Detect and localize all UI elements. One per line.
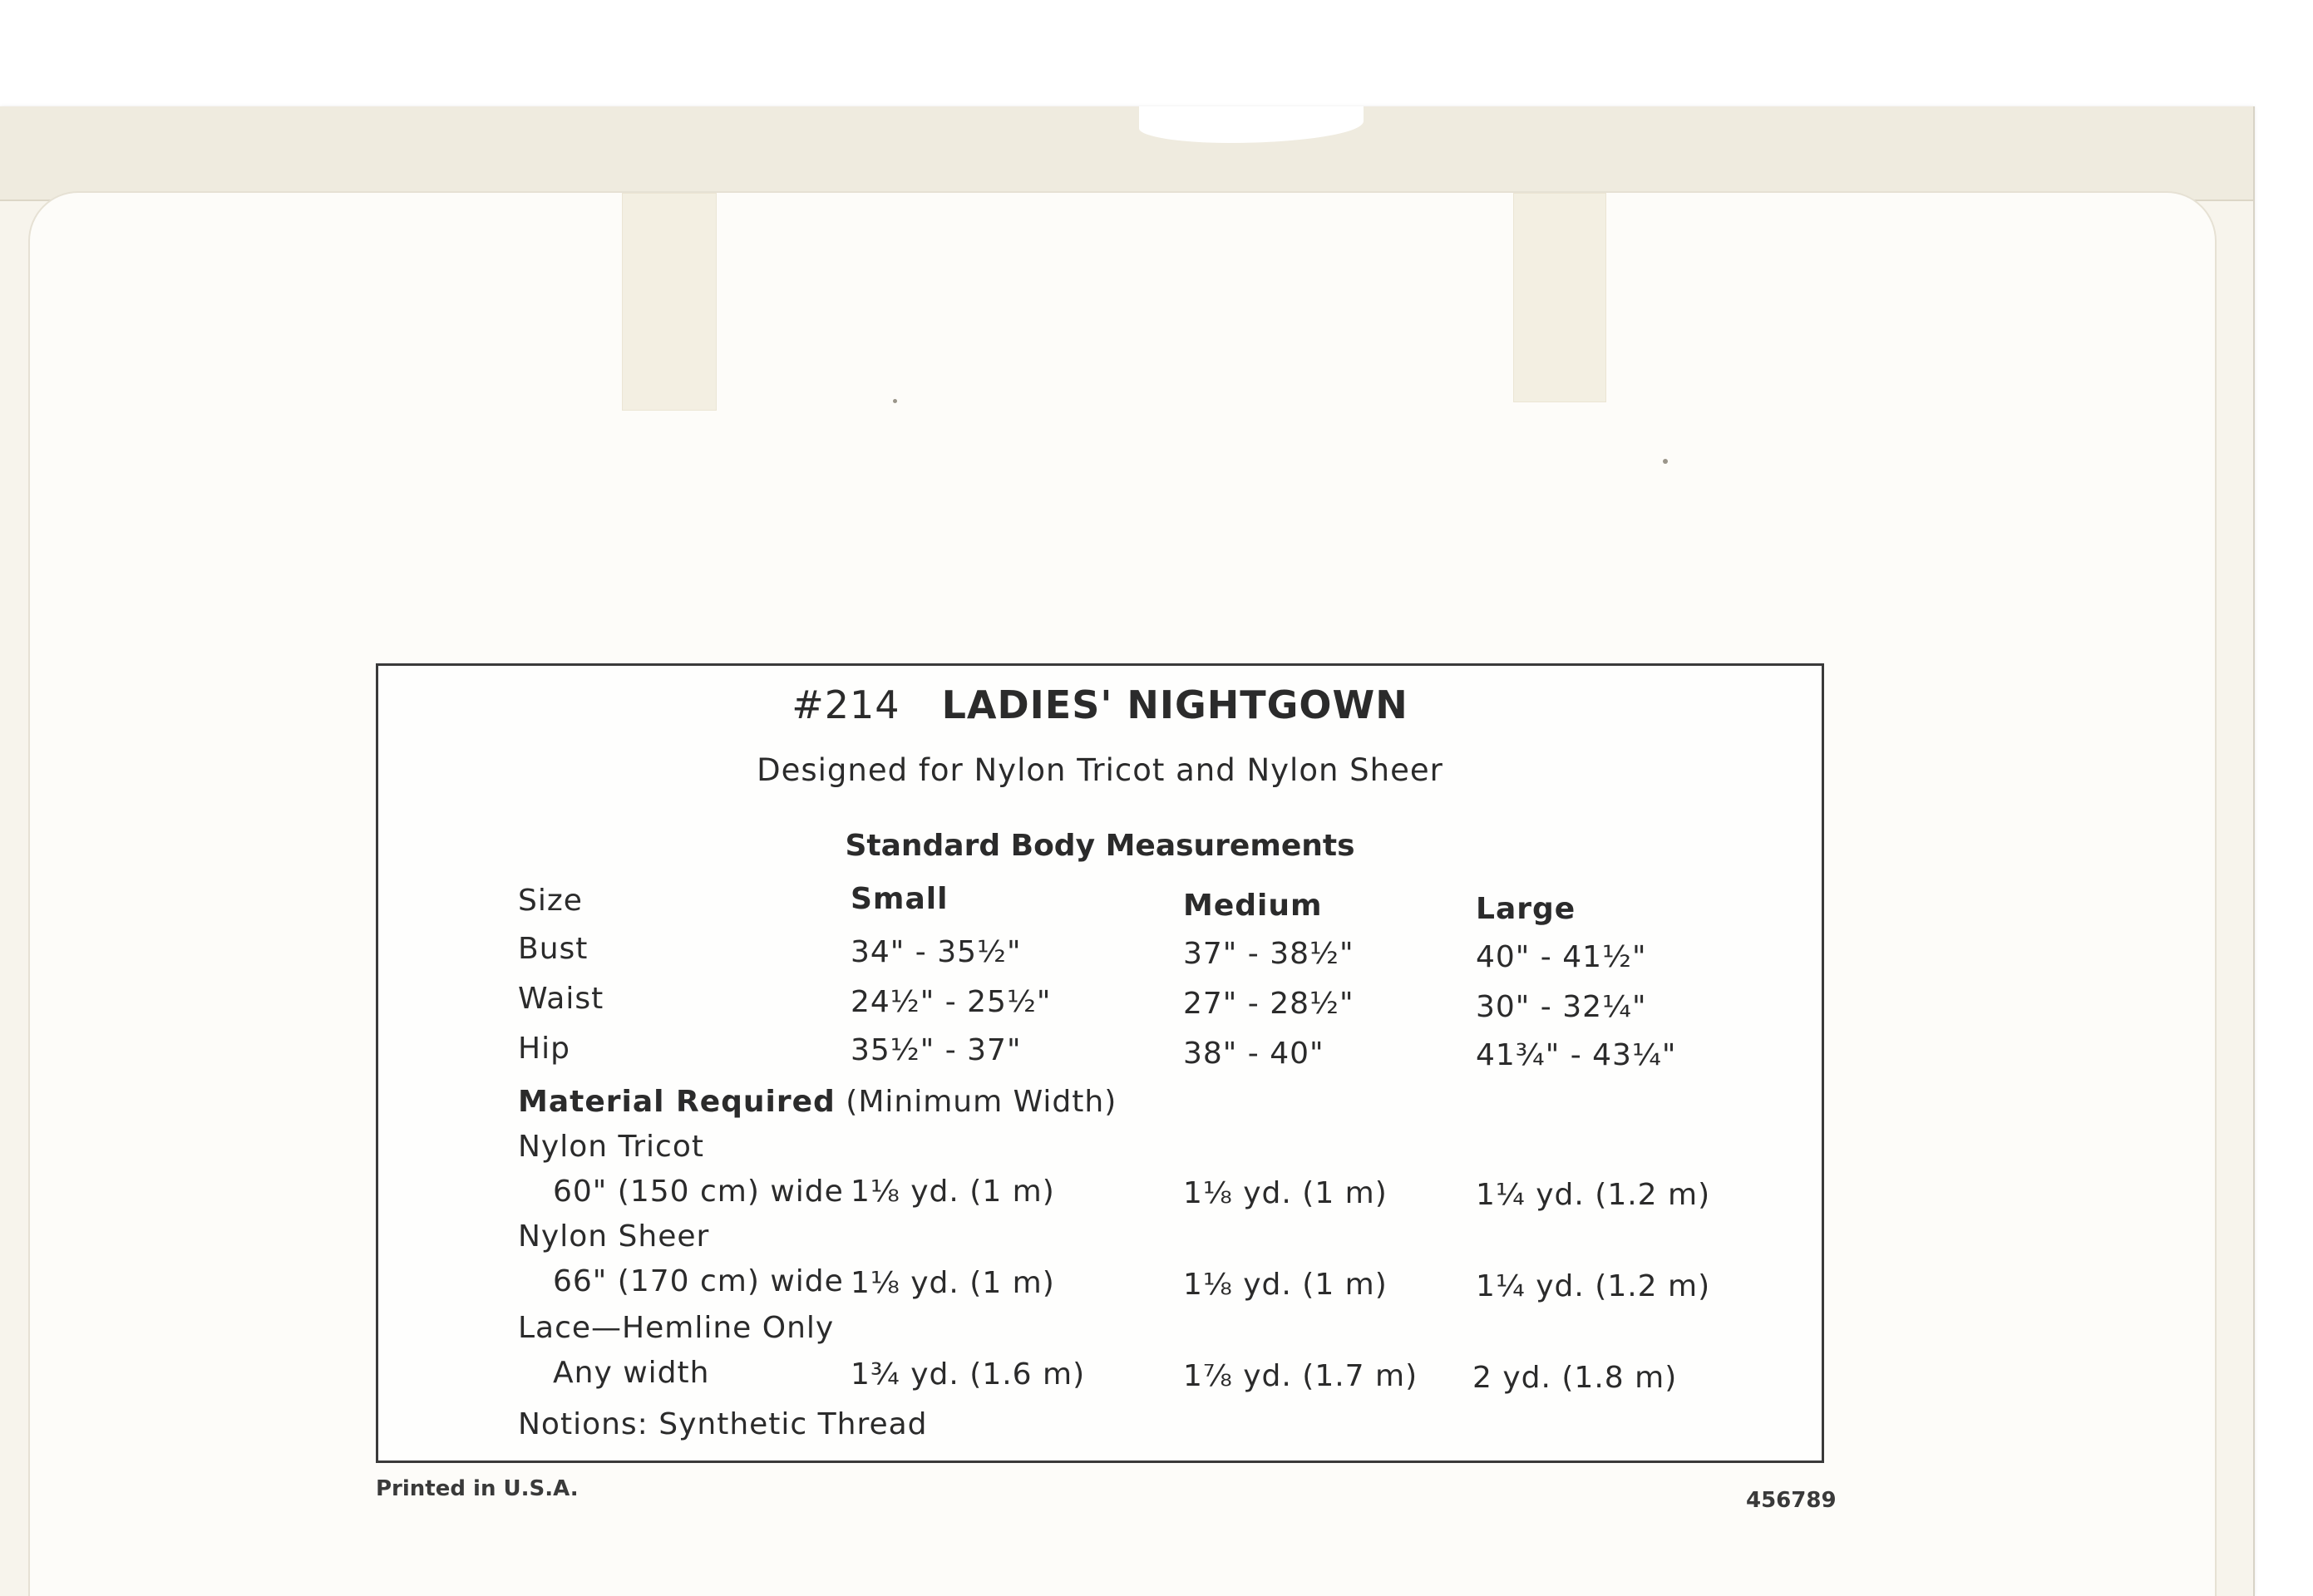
material-name-tricot: Nylon Tricot [518,1130,704,1164]
bust-small: 34" - 35½" [851,935,1022,969]
waist-medium: 27" - 28½" [1183,987,1354,1021]
material-width-lace: Any width [553,1356,710,1390]
tricot-large: 1¼ yd. (1.2 m) [1476,1178,1711,1212]
tricot-small: 1⅛ yd. (1 m) [851,1175,1055,1209]
sheer-large: 1¼ yd. (1.2 m) [1476,1269,1711,1303]
pattern-title [378,682,1822,727]
material-name-lace: Lace—Hemline Only [518,1311,835,1345]
lace-large: 2 yd. (1.8 m) [1472,1361,1678,1395]
waist-small: 24½" - 25½" [851,985,1052,1019]
tape-mark [622,193,717,411]
bust-medium: 37" - 38½" [1183,937,1354,971]
pattern-code: 456789 [1746,1488,1837,1513]
material-width-tricot: 60" (150 cm) wide [553,1175,844,1209]
hip-small: 35½" - 37" [851,1033,1022,1067]
lace-small: 1¾ yd. (1.6 m) [851,1357,1086,1392]
notions: Notions: Synthetic Thread [518,1407,928,1441]
tricot-medium: 1⅛ yd. (1 m) [1183,1176,1388,1210]
speck [893,399,897,403]
material-heading-rest: (Minimum Width) [846,1085,1117,1119]
tape-mark [1513,193,1606,402]
waist-large: 30" - 32¼" [1476,990,1647,1024]
material-name-sheer: Nylon Sheer [518,1219,710,1254]
row-label-waist: Waist [518,982,604,1016]
pattern-number: #214 [792,682,900,727]
material-width-sheer: 66" (170 cm) wide [553,1264,844,1298]
hip-medium: 38" - 40" [1183,1037,1324,1071]
sheer-small: 1⅛ yd. (1 m) [851,1266,1055,1300]
row-label-hip: Hip [518,1032,570,1066]
row-label-bust: Bust [518,932,589,966]
size-small: Small [851,882,949,916]
measurements-title: Standard Body Measurements [845,829,1355,863]
pattern-subtitle: Designed for Nylon Tricot and Nylon Sheer [757,752,1443,788]
envelope-flap [0,106,2253,201]
hip-large: 41¾" - 43¼" [1476,1038,1677,1072]
size-label: Size [518,884,583,918]
material-heading [518,1085,1117,1119]
size-medium: Medium [1183,889,1323,923]
material-heading-bold: Material Required [518,1085,836,1119]
bust-large: 40" - 41½" [1476,940,1647,974]
speck [1663,459,1668,464]
pattern-info-box [376,663,1824,1463]
size-large: Large [1476,892,1576,926]
sheer-medium: 1⅛ yd. (1 m) [1183,1268,1388,1302]
pattern-name: LADIES' NIGHTGOWN [941,682,1408,727]
lace-medium: 1⅞ yd. (1.7 m) [1183,1359,1418,1393]
printed-in-label: Printed in U.S.A. [376,1476,579,1501]
